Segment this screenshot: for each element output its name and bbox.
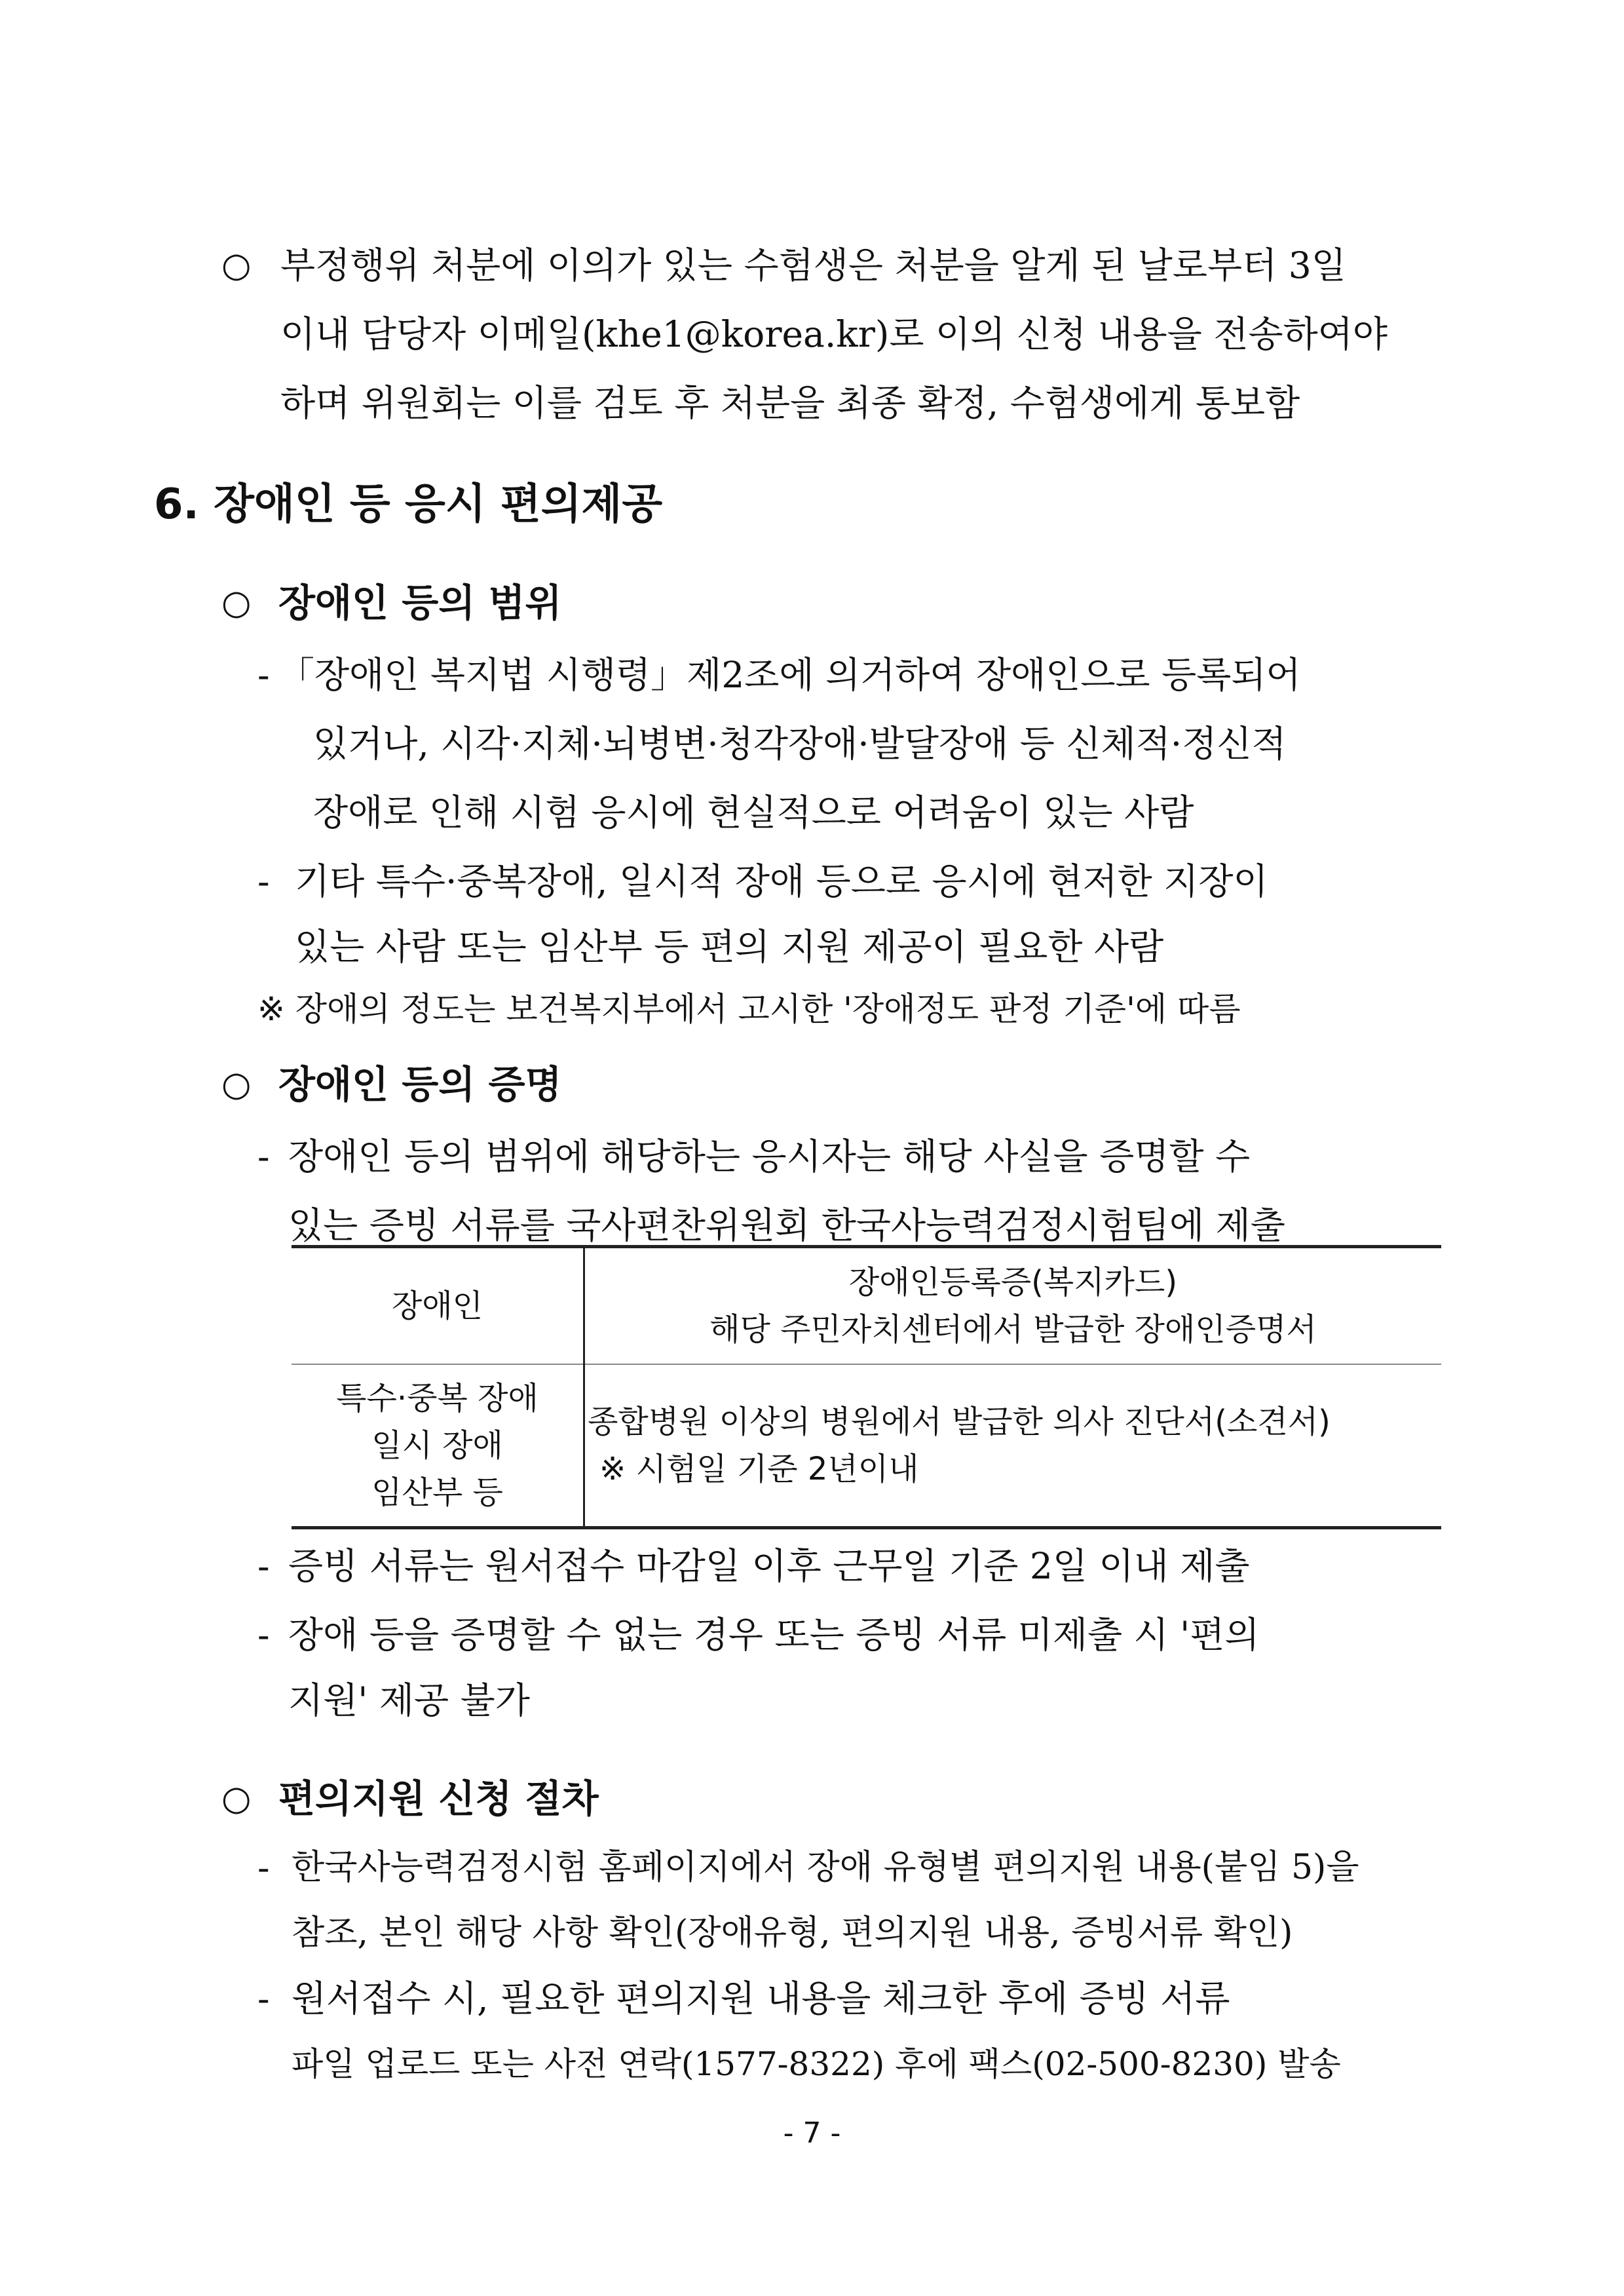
row1-line-1: 장애인등록증(복지카드) <box>848 1264 1178 1301</box>
row2-label-2: 일시 장애 <box>371 1427 503 1464</box>
appeal-line-2: 이내 담당자 이메일(khe1@korea.kr)로 이의 신청 내용을 전송하여야 <box>280 313 1388 355</box>
row2-content <box>584 1364 1442 1528</box>
scope-item2-line-1: 기타 특수·중복장애, 일시적 장애 등으로 응시에 현저한 지장이 <box>295 860 1268 902</box>
dash-procedure-1: - <box>257 1846 270 1888</box>
scope-item1-line-1: 「장애인 복지법 시행령」제2조에 의거하여 장애인으로 등록되어 <box>278 654 1301 696</box>
proof-heading: 장애인 등의 증명 <box>278 1062 562 1107</box>
dash-proof-3: - <box>257 1614 270 1656</box>
scope-item1-line-3: 장애로 인해 시험 응시에 현실적으로 어려움이 있는 사람 <box>313 792 1194 833</box>
procedure-heading: 편의지원 신청 절차 <box>278 1776 599 1821</box>
dash-procedure-2: - <box>257 1978 270 2019</box>
dash-scope-1: - <box>257 654 270 696</box>
row2-line-2: ※ 시험일 기준 2년이내 <box>599 1451 919 1487</box>
row1-content <box>584 1247 1442 1365</box>
row2-label-1: 특수·중복 장애 <box>336 1380 538 1417</box>
appeal-line-1: 부정행위 처분에 이의가 있는 수험생은 처분을 알게 된 날로부터 3일 <box>280 244 1346 286</box>
row2-label-3: 임산부 등 <box>371 1474 503 1511</box>
bullet-appeal: ○ <box>221 246 252 285</box>
bullet-scope: ○ <box>221 583 252 622</box>
procedure-item2-line-1: 원서접수 시, 필요한 편의지원 내용을 체크한 후에 증빙 서류 <box>292 1978 1230 2019</box>
evidence-table <box>292 1245 1441 1529</box>
row1-line-2: 해당 주민자치센터에서 발급한 장애인증명서 <box>709 1311 1317 1348</box>
bullet-procedure: ○ <box>221 1779 252 1818</box>
table-row <box>292 1247 1441 1365</box>
section-title: 6. 장애인 등 응시 편의제공 <box>154 480 663 529</box>
page-number: - 7 - <box>783 2116 841 2150</box>
table-row <box>292 1364 1441 1528</box>
scope-item2-line-2: 있는 사람 또는 임산부 등 편의 지원 제공이 필요한 사람 <box>295 926 1164 968</box>
procedure-item1-line-1: 한국사능력검정시험 홈페이지에서 장애 유형별 편의지원 내용(붙임 5)을 <box>292 1848 1359 1887</box>
proof-item1-line-1: 장애인 등의 범위에 해당하는 응시자는 해당 사실을 증명할 수 <box>288 1136 1251 1177</box>
row2-label <box>292 1364 584 1528</box>
procedure-item2-line-2: 파일 업로드 또는 사전 연락(1577-8322) 후에 팩스(02-500-8230) 발송 <box>292 2045 1341 2083</box>
dash-proof-1: - <box>257 1136 270 1177</box>
appeal-line-3: 하며 위원회는 이를 검토 후 처분을 최종 확정, 수험생에게 통보함 <box>280 382 1300 424</box>
proof-item3-line-2: 지원' 제공 불가 <box>288 1679 530 1721</box>
proof-item3-line-1: 장애 등을 증명할 수 없는 경우 또는 증빙 서류 미제출 시 '편의 <box>288 1614 1260 1656</box>
procedure-item1-line-2: 참조, 본인 해당 사항 확인(장애유형, 편의지원 내용, 증빙서류 확인) <box>292 1913 1293 1953</box>
row2-line-1: 종합병원 이상의 병원에서 발급한 의사 진단서(소견서) <box>588 1404 1331 1440</box>
scope-note: ※ 장애의 정도는 보건복지부에서 고시한 '장애정도 판정 기준'에 따름 <box>257 990 1241 1028</box>
scope-item1-line-2: 있거나, 시각·지체·뇌병변·청각장애·발달장애 등 신체적·정신적 <box>313 723 1287 765</box>
proof-item1-line-2: 있는 증빙 서류를 국사편찬위원회 한국사능력검정시험팀에 제출 <box>288 1204 1285 1246</box>
scope-heading: 장애인 등의 범위 <box>278 581 562 625</box>
bullet-proof: ○ <box>221 1065 252 1104</box>
dash-proof-2: - <box>257 1545 270 1587</box>
dash-scope-2: - <box>257 860 270 902</box>
row1-label: 장애인 <box>292 1247 584 1365</box>
proof-item2: 증빙 서류는 원서접수 마감일 이후 근무일 기준 2일 이내 제출 <box>288 1545 1250 1587</box>
